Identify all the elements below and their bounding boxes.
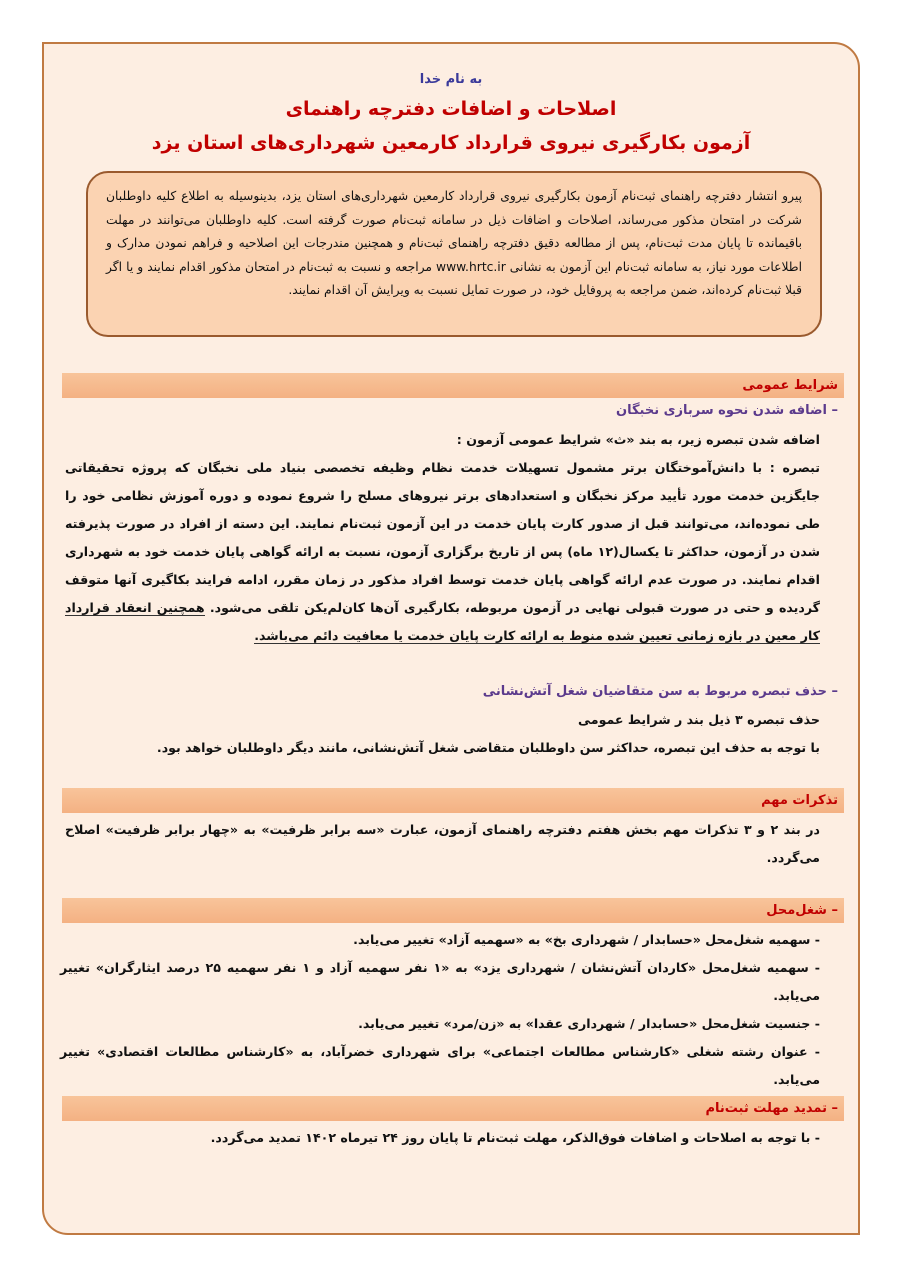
elite-note-underlined: همچنین انعقاد قرارداد کار معین در بازه زمانی تعیین شده منوط به ارائه کارت پایان خدمت یا معافیت دائم می‌باشد. <box>65 600 820 643</box>
intro-box: پیرو انتشار دفترچه راهنمای ثبت‌نام آزمون بکارگیری نیروی قرارداد کارمعین شهرداری‌های استان یزد، بدینوسیله به اطلاع کلیه داوطلبان شرکت در امتحان مذکور می‌رساند، اصلاحات و اضافات ذیل در سامانه ثبت‌نام صورت گرفته است. کلیه داوطلبان می‌توانند در مهلت باقیمانده تا پایان مدت ثبت‌نام، پس از مطالعه دقیق دفترچه راهنمای ثبت‌نام و همچنین مندرجات این اصلاحیه و فراهم نمودن مدارک و اطلاعات مورد نیاز، به سامانه ثبت‌نام این آزمون به نشانی www.hrtc.ir مراجعه و نسبت به ثبت‌نام در امتحان مذکور اقدام نمایند و یا اگر قبلا ثبت‌نام کرده‌اند، ضمن مراجعه به پروفایل خود، در صورت تمایل نسبت به ویرایش آن اقدام نمایند. <box>86 171 822 337</box>
section-general-title: شرایط عمومی <box>62 373 844 398</box>
list-item: - عنوان رشته شغلی «کارشناس مطالعات اجتماعی» برای شهرداری خضرآباد، به «کارشناس مطالعات اقتصادی» تغییر می‌یابد. <box>60 1044 820 1087</box>
firefighter-line1: حذف تبصره ۳ ذیل بند ر شرایط عمومی <box>578 712 820 727</box>
list-item: - سهمیه شغل‌محل «حسابدار / شهرداری بخ» به «سهمیه آزاد» تغییر می‌یابد. <box>353 932 820 947</box>
firefighter-line2: با توجه به حذف این تبصره، حداکثر سن داوطلبان متقاضی شغل آتش‌نشانی، مانند دیگر داوطلبان خواهد بود. <box>156 740 820 755</box>
section-extension-title: – تمدید مهلت ثبت‌نام <box>62 1096 844 1121</box>
extension-body: - با توجه به اصلاحات و اضافات فوق‌الذکر، مهلت ثبت‌نام تا پایان روز ۲۴ تیرماه ۱۴۰۲ تمدید می‌گردد. <box>210 1130 820 1145</box>
document-subtitle: آزمون بکارگیری نیروی قرارداد کارمعین شهرداری‌های استان یزد <box>151 132 751 154</box>
bismillah: به نام خدا <box>419 72 483 87</box>
notes-body: در بند ۲ و ۳ تذکرات مهم بخش هفتم دفترچه راهنمای آزمون، عبارت «سه برابر ظرفیت» به «چهار برابر ظرفیت» اصلاح می‌گردد. <box>65 822 820 865</box>
subsection-elite-service: – اضافه شدن نحوه سربازی نخبگان <box>615 403 838 418</box>
list-item: - جنسیت شغل‌محل «حسابدار / شهرداری عقدا» به «زن/مرد» تغییر می‌یابد. <box>358 1016 820 1031</box>
elite-note <box>65 454 820 650</box>
subsection-firefighter-age: – حذف تبصره مربوط به سن متقاضیان شغل آتش‌نشانی <box>482 684 838 699</box>
section-jobs-title: – شغل‌محل <box>62 898 844 923</box>
document-frame <box>42 42 860 1235</box>
section-notes-title: تذکرات مهم <box>62 788 844 813</box>
elite-intro: اضافه شدن تبصره زیر، به بند «ث» شرایط عمومی آزمون : <box>456 432 820 447</box>
list-item: - سهمیه شغل‌محل «کاردان آتش‌نشان / شهرداری یزد» به «۱ نفر سهمیه آزاد و ۱ نفر سهمیه ۲۵ درصد ایثارگران» تغییر می‌یابد. <box>60 960 820 1003</box>
jobs-list <box>60 926 820 1094</box>
elite-note-text: تبصره : با دانش‌آموختگان برتر مشمول تسهیلات خدمت نظام وظیفه تخصصی بنیاد ملی نخبگان که پروژه تحقیقاتی جایگزین خدمت مورد تأیید مرکز نخبگان و استعدادهای برتر نیروهای مسلح را شروع نموده و دوره آموزش نظامی خود را طی نموده‌اند، می‌توانند قبل از صدور کارت پایان خدمت در این آزمون ثبت‌نام نمایند. این دسته از افراد در صورت پذیرفته شدن در آزمون، حداکثر تا یکسال(۱۲ ماه) پس از تاریخ برگزاری آزمون، نسبت به ارائه گواهی پایان خدمت خود به شهرداری اقدام نمایند. در صورت عدم ارائه گواهی پایان خدمت توسط افراد مذکور در زمان مقرر، ادامه فرایند بکاگیری آنها متوقف گردیده و حتی در صورت قبولی نهایی در آزمون مربوطه، بکارگیری آن‌ها کان‌لم‌یکن تلقی می‌شود. <box>65 460 821 615</box>
document-title: اصلاحات و اضافات دفترچه راهنمای <box>285 98 617 120</box>
